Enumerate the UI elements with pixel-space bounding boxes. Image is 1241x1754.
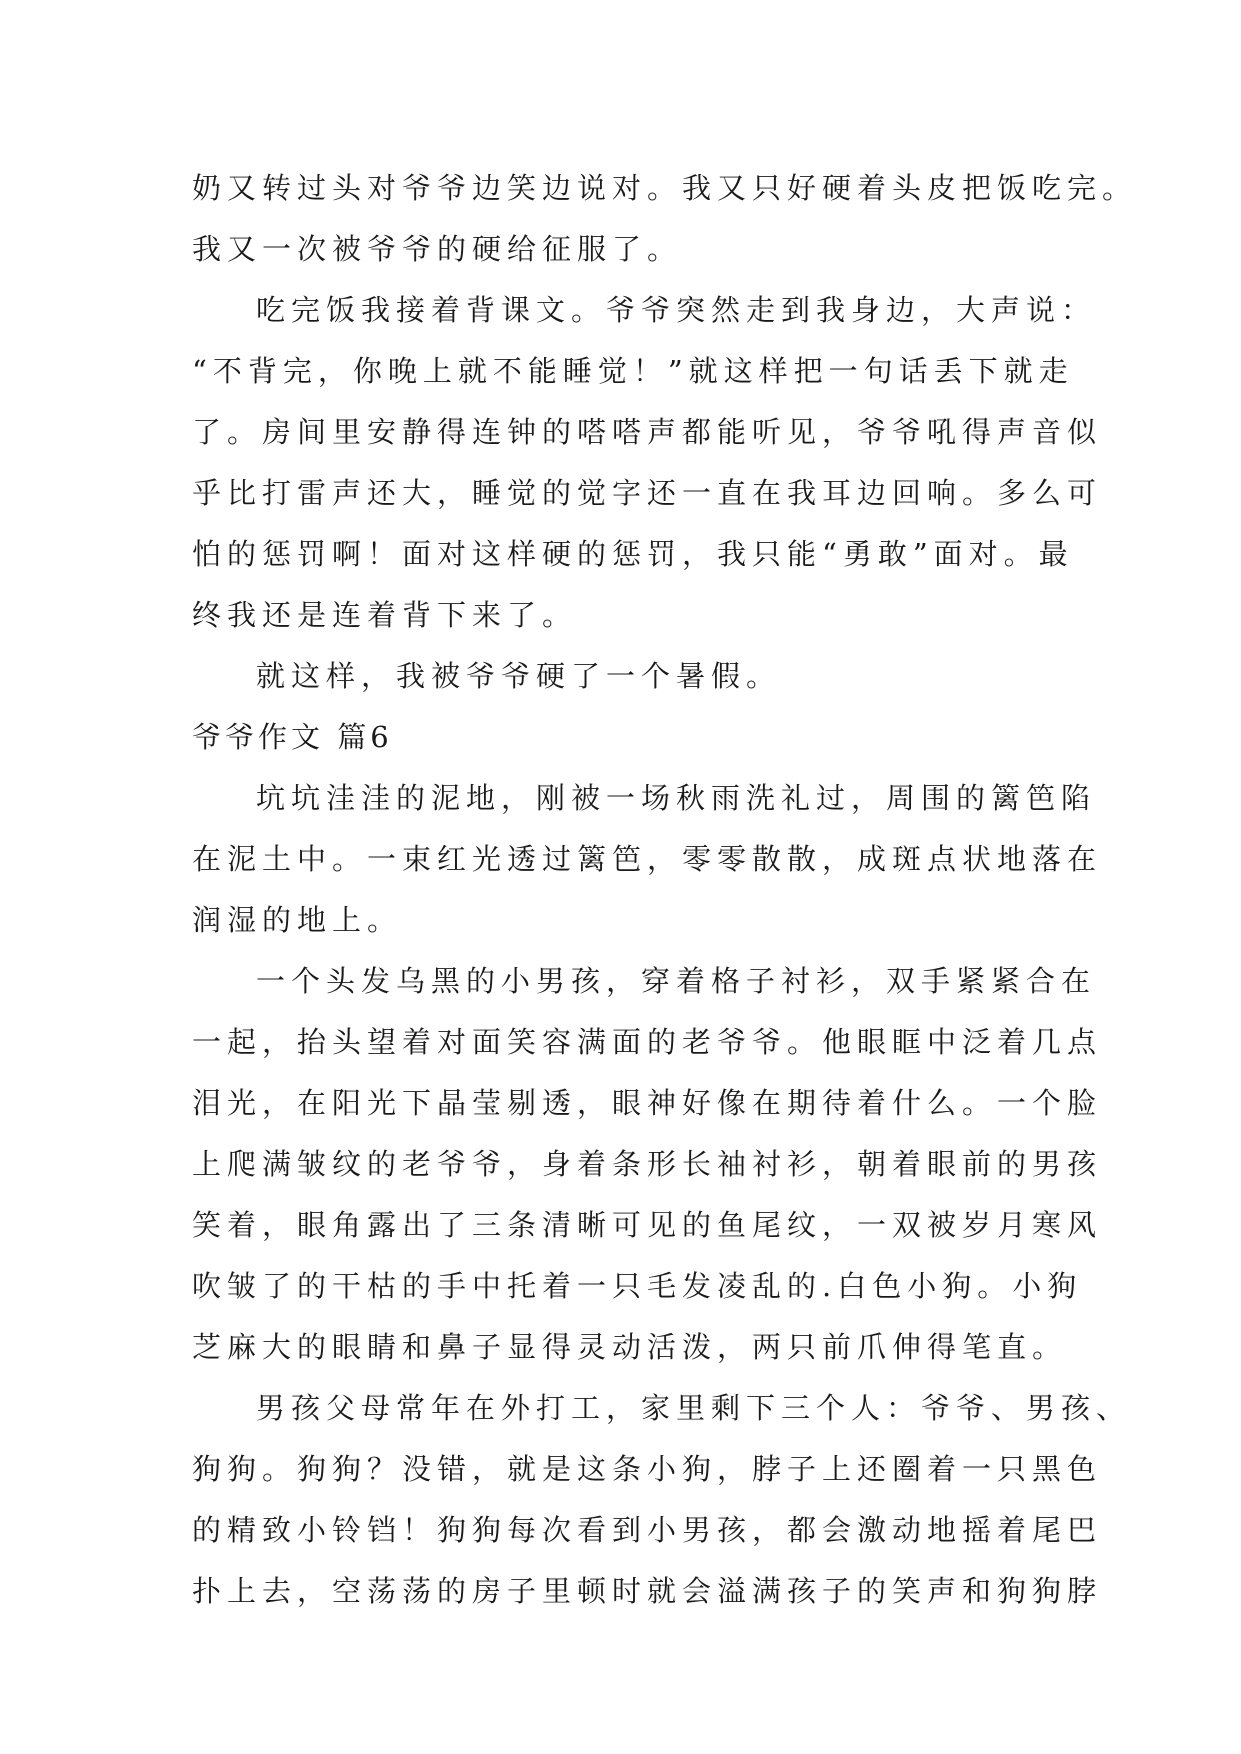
text-line: 我又一次被爷爷的硬给征服了。 bbox=[192, 232, 683, 266]
paragraph-start-line: 就这样，我被爷爷硬了一个暑假。 bbox=[256, 659, 782, 693]
text-line: 一起，抬头望着对面笑容满面的老爷爷。他眼眶中泛着几点 bbox=[192, 1025, 1103, 1059]
text-line: 的精致小铃铛！狗狗每次看到小男孩，都会激动地摇着尾巴 bbox=[192, 1513, 1103, 1547]
text-line: 怕的惩罚啊！面对这样硬的惩罚，我只能“勇敢”面对。最 bbox=[192, 537, 1074, 571]
text-line: “不背完，你晚上就不能睡觉！”就这样把一句话丢下就走 bbox=[192, 354, 1074, 388]
text-line: 笑着，眼角露出了三条清晰可见的鱼尾纹，一双被岁月寒风 bbox=[192, 1208, 1103, 1242]
text-line: 狗狗。狗狗？没错，就是这条小狗，脖子上还圈着一只黑色 bbox=[192, 1452, 1103, 1486]
text-line: 上爬满皱纹的老爷爷，身着条形长袖衬衫，朝着眼前的男孩 bbox=[192, 1147, 1103, 1181]
text-line: 吹皱了的干枯的手中托着一只毛发凌乱的.白色小狗。小狗 bbox=[192, 1269, 1083, 1303]
text-line: 终我还是连着背下来了。 bbox=[192, 598, 578, 632]
text-line: 乎比打雷声还大，睡觉的觉字还一直在我耳边回响。多么可 bbox=[192, 476, 1103, 510]
paragraph-start-line: 男孩父母常年在外打工，家里剩下三个人：爷爷、男孩、 bbox=[256, 1391, 1132, 1425]
text-line: 奶又转过头对爷爷边笑边说对。我又只好硬着头皮把饭吃完。 bbox=[192, 171, 1138, 205]
text-line: 了。房间里安静得连钟的嗒嗒声都能听见，爷爷吼得声音似 bbox=[192, 415, 1103, 449]
paragraph-start-line: 坑坑洼洼的泥地，刚被一场秋雨洗礼过，周围的篱笆陷 bbox=[256, 781, 1097, 815]
text-line: 泪光，在阳光下晶莹剔透，眼神好像在期待着什么。一个脸 bbox=[192, 1086, 1103, 1120]
text-line: 扑上去，空荡荡的房子里顿时就会溢满孩子的笑声和狗狗脖 bbox=[192, 1574, 1103, 1608]
paragraph-start-line: 吃完饭我接着背课文。爷爷突然走到我身边，大声说： bbox=[256, 293, 1097, 327]
text-line: 芝麻大的眼睛和鼻子显得灵动活泼，两只前爪伸得笔直。 bbox=[192, 1330, 1068, 1364]
text-line: 在泥土中。一束红光透过篱笆，零零散散，成斑点状地落在 bbox=[192, 842, 1103, 876]
text-line: 润湿的地上。 bbox=[192, 903, 403, 937]
paragraph-start-line: 一个头发乌黑的小男孩，穿着格子衬衫，双手紧紧合在 bbox=[256, 964, 1097, 998]
section-heading: 爷爷作文 篇6 bbox=[192, 720, 393, 754]
